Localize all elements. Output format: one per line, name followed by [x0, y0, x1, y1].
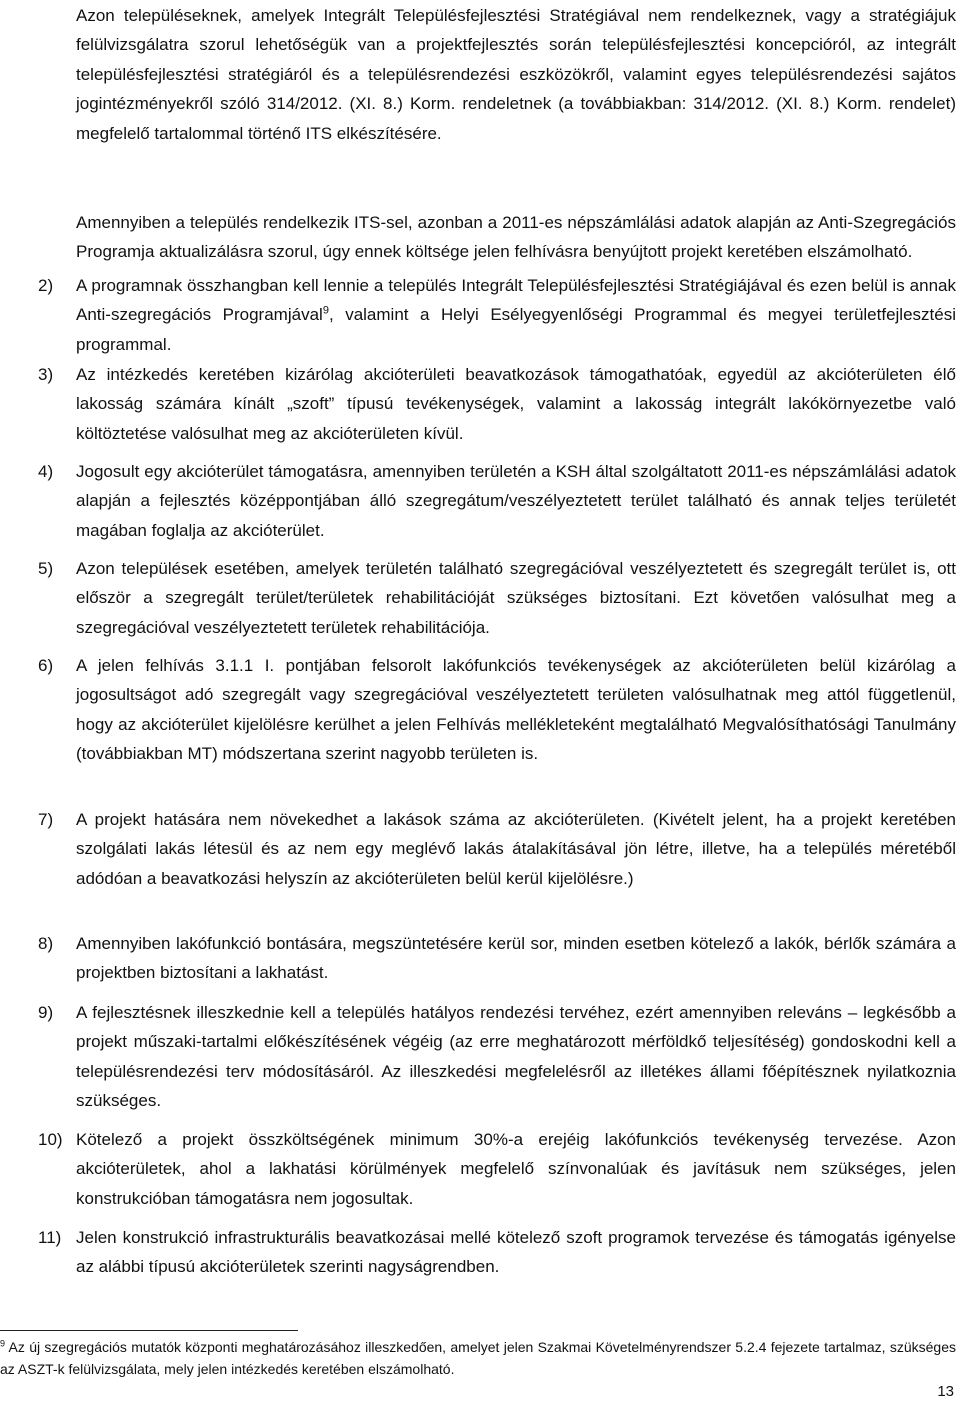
intro-paragraph: Azon településeknek, amelyek Integrált Településfejlesztési Stratégiával nem rendelkeznek, vagy a stratégiájuk felülvizsgálatra szorul lehetőségük van a projektfejlesztés során településfejlesztési koncepcióról, az integrált településfejlesztési stratégiáról és a településrendezési eszközökről, valamint egyes településrendezési sajátos jogintézményekről szóló 314/2012. (XI. 8.) Korm. rendeletnek (a továbbiakban: 314/2012. (XI. 8.) Korm. rendelet) megfelelő tartalommal történő ITS elkészítésére. — [76, 6, 956, 143]
list-item-2 — [38, 271, 956, 359]
list-item-text: A projekt hatására nem növekedhet a lakások száma az akcióterületen. (Kivételt jelent, ha a projekt keretében szolgálati lakás létesül és az nem egy meglévő lakás átalakításával jön létre, illetve, ha a település méretéből adódóan a beavatkozási helyszín az akcióterületen belül kerül kijelölésre.) — [76, 810, 956, 888]
list-item-7 — [38, 805, 956, 893]
list-item-text: Jogosult egy akcióterület támogatásra, amennyiben területén a KSH által szolgáltatott 2011-es népszámlálási adatok alapján a fejlesztés középpontjában álló szegregátum/veszélyeztetett terület található és annak teljes területét magában foglalja az akcióterület. — [76, 462, 956, 540]
list-item-text: Az intézkedés keretében kizárólag akcióterületi beavatkozások támogathatóak, egyedül az akcióterületen élő lakosság számára kínált „szoft” típusú tevékenységek, valamint a lakosság integrált lakókörnyezetbe való költöztetése valósulhat meg az akcióterületen kívül. — [76, 365, 956, 443]
list-item-text: Azon települések esetében, amelyek területén található szegregációval veszélyeztetett és szegregált terület is, ott először a szegregált terület/területek rehabilitációját szükséges biztosítani. Ezt követően valósulhat meg a szegregációval veszélyeztetett területek rehabilitációja. — [76, 559, 956, 637]
list-item-number: 2) — [38, 276, 54, 295]
list-item-5 — [38, 554, 956, 642]
list-item-number: 8) — [38, 934, 54, 953]
list-item-4 — [38, 457, 956, 545]
list-item-number: 10) — [38, 1130, 63, 1149]
list-item-9 — [38, 998, 956, 1116]
list-item-text: Jelen konstrukció infrastrukturális beavatkozásai mellé kötelező szoft programok tervezése és támogatás igényelse az alábbi típusú akcióterületek szerinti nagyságrendben. — [76, 1228, 956, 1277]
list-item-number: 3) — [38, 365, 54, 384]
list-item-6 — [38, 651, 956, 769]
list-item-8 — [38, 929, 956, 988]
footnote-divider — [0, 1330, 298, 1331]
list-item-text: A jelen felhívás 3.1.1 I. pontjában felsorolt lakófunkciós tevékenységek az akcióterületen belül kizárólag a jogosultságot adó szegregált vagy szegregációval veszélyeztetett területen valósulhatnak meg attól függetlenül, hogy az akcióterület kijelölésre kerülhet a jelen Felhívás mellékleteként megtalálható Megvalósíthatósági Tanulmány (továbbiakban MT) módszertana szerint nagyobb területen is. — [76, 656, 956, 764]
list-item-text: A programnak összhangban kell lennie a település Integrált Településfejlesztési Stratégiájával és ezen belül is annak Anti-szegregációs Programjával$^9$, valamint a Helyi Esélyegyenlőségi Programmal és megyei területfejlesztési programmal. — [76, 276, 956, 354]
list-item-number: 11) — [38, 1228, 62, 1247]
list-item-text: Amennyiben lakófunkció bontására, megszüntetésére kerül sor, minden esetben kötelező a lakók, bérlők számára a projektben biztosítani a lakhatást. — [76, 934, 956, 983]
list-item-number: 4) — [38, 462, 54, 481]
its-paragraph: Amennyiben a település rendelkezik ITS-sel, azonban a 2011-es népszámlálási adatok alapján az Anti-Szegregációs Programja aktualizálásra szorul, úgy ennek költsége jelen felhívásra benyújtott projekt keretében elszámolható. — [76, 213, 956, 262]
footnote-text: Az új szegregációs mutatók központi meghatározásához illeszkedően, amelyet jelen Szakmai Követelményrendszer 5.2.4 fejezete tartalmaz, szükséges az ASZT-k felülvizsgálata, mely jelen intézkedés keretében elszámolható. — [0, 1339, 956, 1377]
footnote — [0, 1336, 956, 1380]
list-item-text: A fejlesztésnek illeszkednie kell a település hatályos rendezési tervéhez, ezért amennyiben releváns – legkésőbb a projekt műszaki-tartalmi előkészítésének végéig (az erre meghatározott mérföldkő teljesítéség) gondoskodni kell a településrendezési terv módosításáról. Az illeszkedési megfelelésről az illetékes állami főépítésznek nyilatkoznia szükséges. — [76, 1003, 956, 1111]
list-item-number: 9) — [38, 1003, 54, 1022]
list-item-10 — [38, 1125, 956, 1213]
list-item-text: Kötelező a projekt összköltségének minimum 30%-a erejéig lakófunkciós tevékenység tervezése. Azon akcióterületek, ahol a lakhatási körülmények megfelelő színvonalúak és javításuk nem szükséges, jelen konstrukcióban támogatásra nem jogosultak. — [76, 1130, 956, 1208]
list-item-number: 7) — [38, 810, 54, 829]
footnote-marker: 9 — [0, 1338, 6, 1349]
list-item-3 — [38, 360, 956, 448]
page-number: 13 — [937, 1383, 954, 1400]
list-item-number: 5) — [38, 559, 54, 578]
list-item-11 — [38, 1223, 956, 1282]
list-item-number: 6) — [38, 656, 54, 675]
footnote-reference: 9 — [322, 304, 329, 317]
